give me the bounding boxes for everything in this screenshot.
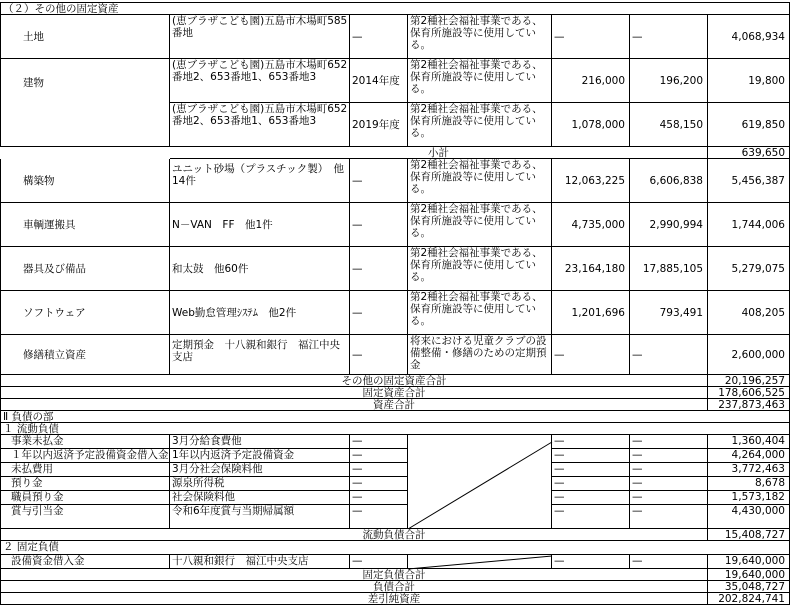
asset-year: — [350, 335, 408, 375]
asset-location: N－VAN FF 他1件 [170, 203, 350, 247]
net-assets-value: 202,824,741 [708, 593, 790, 605]
liability-desc: 3月分社会保険料他 [170, 463, 350, 477]
subtotal-value: 639,650 [708, 147, 790, 159]
liability-year: — [350, 505, 408, 529]
liab-total-value: 35,048,727 [708, 581, 790, 593]
current-total-label: 流動負債合計 [0, 529, 708, 541]
liability-depreciation: — [630, 505, 708, 529]
assets-total-label: 資産合計 [0, 399, 708, 411]
liability-name: 設備資金借入金 [0, 555, 170, 569]
fixed-liab-total-label: 固定負債合計 [0, 569, 708, 581]
liability-year: — [350, 435, 408, 449]
asset-location: Web勤怠管理ｼｽﾃﾑ 他2件 [170, 291, 350, 335]
asset-depreciation: 458,150 [630, 103, 708, 147]
liability-desc: 源泉所得税 [170, 477, 350, 491]
assets-total-value: 237,873,463 [708, 399, 790, 411]
asset-acquisition: — [552, 335, 630, 375]
liability-value: 4,264,000 [708, 449, 790, 463]
asset-location: 定期預金 十八親和銀行 福江中央支店 [170, 335, 350, 375]
liability-year: — [350, 491, 408, 505]
liability-purpose [408, 555, 552, 569]
liability-purpose [408, 449, 552, 463]
liability-depreciation: — [630, 477, 708, 491]
current-total-value: 15,408,727 [708, 529, 790, 541]
asset-name: 土地 [0, 15, 170, 59]
other-fixed-total-value: 20,196,257 [708, 375, 790, 387]
asset-depreciation: 6,606,838 [630, 159, 708, 203]
liability-desc: 3月分給食費他 [170, 435, 350, 449]
asset-value: 5,456,387 [708, 159, 790, 203]
asset-year: — [350, 203, 408, 247]
asset-name: 器具及び備品 [0, 247, 170, 291]
liability-desc: 十八親和銀行 福江中央支店 [170, 555, 350, 569]
other-fixed-total-label: その他の固定資産合計 [0, 375, 708, 387]
liability-desc: 社会保険料他 [170, 491, 350, 505]
asset-name: 構築物 [0, 159, 170, 203]
asset-year: — [350, 291, 408, 335]
liability-name: 未払費用 [0, 463, 170, 477]
asset-value: 1,744,006 [708, 203, 790, 247]
asset-value: 2,600,000 [708, 335, 790, 375]
liability-desc: 令和6年度賞与当期帰属額 [170, 505, 350, 529]
asset-depreciation: 196,200 [630, 59, 708, 103]
asset-purpose: 第2種社会福祉事業である、保育所施設等に使用している。 [408, 291, 552, 335]
liability-value: 19,640,000 [708, 555, 790, 569]
asset-year: — [350, 247, 408, 291]
fixed-liabilities-title: ２ 固定負債 [0, 541, 790, 555]
asset-location: (恵ブラザこども園)五島市木場町652番地2、653番地1、653番地3 [170, 103, 350, 147]
asset-depreciation: 2,990,994 [630, 203, 708, 247]
liability-name: 職員預り金 [0, 491, 170, 505]
asset-location: (恵ブラザこども園)五島市木場町585番地 [170, 15, 350, 59]
asset-acquisition: 4,735,000 [552, 203, 630, 247]
liability-acquisition: — [552, 449, 630, 463]
liability-value: 1,360,404 [708, 435, 790, 449]
fixed-liab-total-value: 19,640,000 [708, 569, 790, 581]
liability-desc: 1年以内返済予定設備資金 [170, 449, 350, 463]
asset-value: 5,279,075 [708, 247, 790, 291]
liability-purpose [408, 491, 552, 505]
asset-year: 2019年度 [350, 103, 408, 147]
liability-value: 1,573,182 [708, 491, 790, 505]
asset-year: 2014年度 [350, 59, 408, 103]
asset-acquisition: 12,063,225 [552, 159, 630, 203]
asset-name: 建物 [0, 59, 170, 147]
liability-depreciation: — [630, 463, 708, 477]
liability-acquisition: — [552, 555, 630, 569]
liability-year: — [350, 449, 408, 463]
net-assets-label: 差引純資産 [0, 593, 708, 605]
liability-purpose [408, 477, 552, 491]
asset-depreciation: — [630, 15, 708, 59]
asset-purpose: 将来における児童クラブの設備整備・修繕のための定期預金 [408, 335, 552, 375]
liability-purpose [408, 435, 552, 449]
asset-purpose: 第2種社会福祉事業である、保育所施設等に使用している。 [408, 159, 552, 203]
liability-purpose [408, 463, 552, 477]
liability-depreciation: — [630, 435, 708, 449]
asset-location: (恵ブラザこども園)五島市木場町652番地2、653番地1、653番地3 [170, 59, 350, 103]
asset-acquisition: 1,078,000 [552, 103, 630, 147]
asset-depreciation: 17,885,105 [630, 247, 708, 291]
current-liabilities-title: １ 流動負債 [0, 423, 790, 435]
liability-value: 4,430,000 [708, 505, 790, 529]
liability-year: — [350, 463, 408, 477]
liability-value: 8,678 [708, 477, 790, 491]
liabilities-section-title: Ⅱ 負債の部 [0, 411, 790, 423]
asset-acquisition: 23,164,180 [552, 247, 630, 291]
asset-purpose: 第2種社会福祉事業である、保育所施設等に使用している。 [408, 103, 552, 147]
liability-acquisition: — [552, 477, 630, 491]
fixed-total-label: 固定資産合計 [0, 387, 708, 399]
asset-purpose: 第2種社会福祉事業である、保育所施設等に使用している。 [408, 59, 552, 103]
asset-purpose: 第2種社会福祉事業である、保育所施設等に使用している。 [408, 15, 552, 59]
liability-depreciation: — [630, 555, 708, 569]
asset-acquisition: 216,000 [552, 59, 630, 103]
asset-year: — [350, 159, 408, 203]
asset-acquisition: 1,201,696 [552, 291, 630, 335]
liability-depreciation: — [630, 449, 708, 463]
asset-name: 車輌運搬具 [0, 203, 170, 247]
asset-value: 19,800 [708, 59, 790, 103]
liability-name: 預り金 [0, 477, 170, 491]
liability-depreciation: — [630, 491, 708, 505]
liability-name: 事業未払金 [0, 435, 170, 449]
liability-acquisition: — [552, 505, 630, 529]
asset-purpose: 第2種社会福祉事業である、保育所施設等に使用している。 [408, 247, 552, 291]
asset-name: 修繕積立資産 [0, 335, 170, 375]
liability-acquisition: — [552, 463, 630, 477]
asset-acquisition: — [552, 15, 630, 59]
asset-value: 619,850 [708, 103, 790, 147]
liability-value: 3,772,463 [708, 463, 790, 477]
liability-name: 賞与引当金 [0, 505, 170, 529]
liability-acquisition: — [552, 491, 630, 505]
subtotal-label: 小計 [170, 147, 708, 159]
asset-location: 和太鼓 他60件 [170, 247, 350, 291]
asset-purpose: 第2種社会福祉事業である、保育所施設等に使用している。 [408, 203, 552, 247]
asset-depreciation: 793,491 [630, 291, 708, 335]
liability-year: — [350, 555, 408, 569]
liability-acquisition: — [552, 435, 630, 449]
asset-value: 4,068,934 [708, 15, 790, 59]
section-title: （２）その他の固定資産 [0, 3, 790, 15]
asset-value: 408,205 [708, 291, 790, 335]
asset-location: ユニット砂場（プラスチック製） 他14件 [170, 159, 350, 203]
asset-depreciation: — [630, 335, 708, 375]
fixed-total-value: 178,606,525 [708, 387, 790, 399]
asset-name: ソフトウェア [0, 291, 170, 335]
liab-total-label: 負債合計 [0, 581, 708, 593]
asset-year: — [350, 15, 408, 59]
liability-name: １年以内返済予定設備資金借入金 [0, 449, 170, 463]
liability-purpose [408, 505, 552, 529]
liability-year: — [350, 477, 408, 491]
